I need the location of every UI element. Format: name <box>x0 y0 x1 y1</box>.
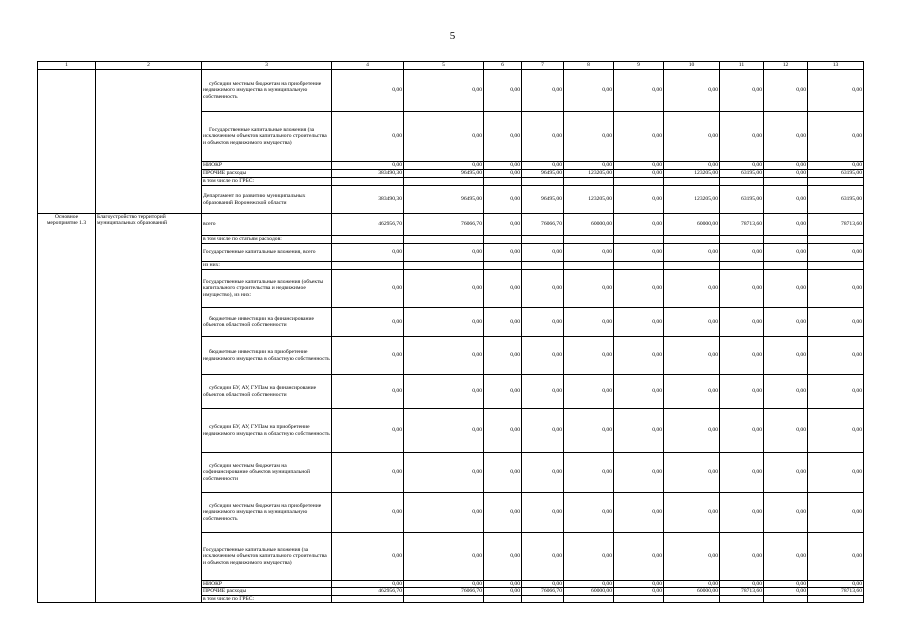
value-cell: 0,00 <box>332 308 404 337</box>
value-cell: 0,00 <box>808 533 864 581</box>
value-cell: 0,00 <box>564 533 614 581</box>
value-cell: 0,00 <box>664 581 720 588</box>
row-label: Департамент по развитию муниципальных образований Воронежской области <box>202 186 332 214</box>
value-cell: 0,00 <box>564 244 614 262</box>
value-cell <box>404 178 484 186</box>
value-cell: 0,00 <box>764 409 808 453</box>
value-cell: 0,00 <box>484 375 522 409</box>
value-cell: 0,00 <box>484 581 522 588</box>
value-cell: 0,00 <box>614 375 664 409</box>
value-cell: 0,00 <box>484 308 522 337</box>
value-cell: 0,00 <box>522 70 564 112</box>
value-cell: 78713,60 <box>720 214 764 236</box>
value-cell: 76066,70 <box>404 214 484 236</box>
value-cell <box>808 595 864 602</box>
value-cell: 123205,00 <box>564 170 614 178</box>
row-label: ПРОЧИЕ расходы <box>202 588 332 595</box>
value-cell: 0,00 <box>664 112 720 162</box>
value-cell: 0,00 <box>332 112 404 162</box>
row-label: в том числе по ГРБС: <box>202 178 332 186</box>
value-cell: 0,00 <box>404 308 484 337</box>
value-cell <box>404 236 484 244</box>
value-cell: 0,00 <box>720 581 764 588</box>
value-cell: 0,00 <box>808 70 864 112</box>
value-cell: 0,00 <box>614 533 664 581</box>
value-cell: 0,00 <box>614 409 664 453</box>
row-label: субсидии БУ, АУ, ГУПам на приобретение недвижимого имущества в областную собственность <box>202 409 332 453</box>
value-cell: 60000,00 <box>564 214 614 236</box>
page-number: 5 <box>449 30 456 42</box>
value-cell: 0,00 <box>404 112 484 162</box>
value-cell: 0,00 <box>614 453 664 493</box>
value-cell: 0,00 <box>332 162 404 170</box>
value-cell: 0,00 <box>664 533 720 581</box>
value-cell <box>522 595 564 602</box>
value-cell: 0,00 <box>664 70 720 112</box>
measure-cell-empty <box>38 70 96 214</box>
value-cell: 0,00 <box>614 588 664 595</box>
value-cell: 63195,00 <box>808 170 864 178</box>
value-cell: 0,00 <box>720 70 764 112</box>
value-cell <box>484 262 522 270</box>
value-cell <box>808 262 864 270</box>
value-cell: 0,00 <box>764 581 808 588</box>
value-cell: 0,00 <box>484 337 522 375</box>
value-cell: 0,00 <box>404 493 484 533</box>
value-cell: 0,00 <box>664 375 720 409</box>
row-label: субсидии местным бюджетам на приобретение недвижимого имущества в муниципальную собственность <box>202 493 332 533</box>
table-row <box>38 70 864 112</box>
value-cell: 0,00 <box>404 409 484 453</box>
value-cell: 0,00 <box>764 493 808 533</box>
value-cell: 0,00 <box>564 112 614 162</box>
value-cell: 63195,00 <box>808 186 864 214</box>
value-cell: 0,00 <box>664 493 720 533</box>
value-cell: 0,00 <box>808 112 864 162</box>
value-cell: 0,00 <box>764 162 808 170</box>
value-cell: 123205,00 <box>564 186 614 214</box>
value-cell: 0,00 <box>522 337 564 375</box>
value-cell: 0,00 <box>484 409 522 453</box>
value-cell: 0,00 <box>484 70 522 112</box>
value-cell: 0,00 <box>808 270 864 308</box>
value-cell: 0,00 <box>564 453 614 493</box>
value-cell <box>332 236 404 244</box>
value-cell <box>564 595 614 602</box>
value-cell: 0,00 <box>332 453 404 493</box>
value-cell: 0,00 <box>522 244 564 262</box>
value-cell: 0,00 <box>764 170 808 178</box>
value-cell: 0,00 <box>484 533 522 581</box>
column-header-row <box>38 62 864 70</box>
value-cell: 78713,60 <box>720 588 764 595</box>
value-cell: 96495,00 <box>404 186 484 214</box>
value-cell: 0,00 <box>764 70 808 112</box>
value-cell: 0,00 <box>720 337 764 375</box>
value-cell: 0,00 <box>484 170 522 178</box>
row-label: субсидии БУ, АУ, ГУПам на финансирование объектов областной собственности <box>202 375 332 409</box>
value-cell <box>720 178 764 186</box>
value-cell: 0,00 <box>404 270 484 308</box>
value-cell: 0,00 <box>564 493 614 533</box>
row-label: бюджетные инвестиции на финансирование объектов областной собственности <box>202 308 332 337</box>
value-cell: 0,00 <box>484 270 522 308</box>
column-header: 12 <box>764 62 808 70</box>
value-cell: 0,00 <box>564 409 614 453</box>
value-cell: 462956,70 <box>332 214 404 236</box>
row-label: субсидии местным бюджетам на софинансирование объектов муниципальной собственности <box>202 453 332 493</box>
value-cell <box>764 262 808 270</box>
value-cell: 0,00 <box>808 453 864 493</box>
column-header: 3 <box>202 62 332 70</box>
row-label: бюджетные инвестиции на приобретение недвижимого имущества в областную собственность <box>202 337 332 375</box>
value-cell: 123205,00 <box>664 186 720 214</box>
value-cell: 0,00 <box>664 409 720 453</box>
value-cell: 0,00 <box>614 308 664 337</box>
value-cell: 0,00 <box>764 533 808 581</box>
value-cell: 0,00 <box>720 493 764 533</box>
value-cell <box>484 178 522 186</box>
measure-name-cell-empty <box>96 70 202 214</box>
value-cell: 0,00 <box>614 70 664 112</box>
value-cell <box>664 595 720 602</box>
value-cell <box>404 262 484 270</box>
value-cell: 96495,00 <box>404 170 484 178</box>
value-cell: 0,00 <box>484 453 522 493</box>
value-cell: 0,00 <box>808 581 864 588</box>
value-cell <box>564 236 614 244</box>
value-cell: 0,00 <box>664 270 720 308</box>
value-cell: 0,00 <box>564 375 614 409</box>
row-label: в том числе по статьям расходов: <box>202 236 332 244</box>
value-cell <box>720 595 764 602</box>
value-cell <box>522 262 564 270</box>
value-cell: 0,00 <box>332 244 404 262</box>
column-header: 4 <box>332 62 404 70</box>
value-cell: 63195,00 <box>720 186 764 214</box>
table-body <box>38 62 864 603</box>
value-cell: 0,00 <box>404 70 484 112</box>
value-cell: 0,00 <box>614 214 664 236</box>
value-cell: 0,00 <box>484 214 522 236</box>
value-cell <box>614 178 664 186</box>
value-cell: 0,00 <box>332 70 404 112</box>
value-cell: 0,00 <box>564 308 614 337</box>
column-header: 9 <box>614 62 664 70</box>
value-cell: 0,00 <box>614 244 664 262</box>
value-cell: 76066,70 <box>522 588 564 595</box>
value-cell: 0,00 <box>522 581 564 588</box>
value-cell: 0,00 <box>404 337 484 375</box>
value-cell: 0,00 <box>332 533 404 581</box>
value-cell <box>484 595 522 602</box>
value-cell: 0,00 <box>808 244 864 262</box>
value-cell: 60000,00 <box>564 588 614 595</box>
value-cell: 0,00 <box>484 162 522 170</box>
measure-number: Основное мероприятие 1.3 <box>38 214 96 603</box>
column-header: 7 <box>522 62 564 70</box>
value-cell: 60000,00 <box>664 214 720 236</box>
row-label: Государственные капитальные вложения (за исключением объектов капитального строительства и объектов недвижимого имущества) <box>202 533 332 581</box>
value-cell: 0,00 <box>332 493 404 533</box>
value-cell: 0,00 <box>484 112 522 162</box>
value-cell: 0,00 <box>564 270 614 308</box>
value-cell <box>764 178 808 186</box>
value-cell: 0,00 <box>614 170 664 178</box>
value-cell: 0,00 <box>664 244 720 262</box>
column-header: 8 <box>564 62 614 70</box>
value-cell: 0,00 <box>614 162 664 170</box>
value-cell <box>720 262 764 270</box>
value-cell: 0,00 <box>764 186 808 214</box>
value-cell: 0,00 <box>614 112 664 162</box>
value-cell <box>484 236 522 244</box>
value-cell: 0,00 <box>522 375 564 409</box>
row-label: Государственные капитальные вложения, всего <box>202 244 332 262</box>
value-cell: 0,00 <box>332 581 404 588</box>
value-cell: 0,00 <box>664 453 720 493</box>
value-cell <box>614 262 664 270</box>
value-cell: 0,00 <box>404 375 484 409</box>
value-cell: 0,00 <box>764 308 808 337</box>
value-cell: 0,00 <box>808 308 864 337</box>
value-cell: 78713,60 <box>808 588 864 595</box>
column-header: 10 <box>664 62 720 70</box>
value-cell: 0,00 <box>764 244 808 262</box>
value-cell: 0,00 <box>808 337 864 375</box>
row-label: ПРОЧИЕ расходы <box>202 170 332 178</box>
value-cell <box>764 236 808 244</box>
row-label: НИОКР <box>202 581 332 588</box>
value-cell: 0,00 <box>404 244 484 262</box>
value-cell: 60000,00 <box>664 588 720 595</box>
value-cell <box>564 178 614 186</box>
value-cell: 383490,30 <box>332 186 404 214</box>
value-cell: 0,00 <box>764 337 808 375</box>
row-label: Государственные капитальные вложения (за исключением объектов капитального строительства и объектов недвижимого имущества) <box>202 112 332 162</box>
value-cell: 462956,70 <box>332 588 404 595</box>
value-cell: 0,00 <box>404 162 484 170</box>
value-cell: 0,00 <box>522 270 564 308</box>
value-cell: 0,00 <box>404 453 484 493</box>
row-label: из них: <box>202 262 332 270</box>
value-cell: 0,00 <box>764 112 808 162</box>
value-cell: 0,00 <box>564 581 614 588</box>
value-cell <box>404 595 484 602</box>
value-cell: 0,00 <box>332 375 404 409</box>
value-cell: 0,00 <box>720 270 764 308</box>
value-cell <box>614 236 664 244</box>
value-cell: 0,00 <box>808 162 864 170</box>
budget-table <box>37 61 864 603</box>
value-cell <box>522 236 564 244</box>
value-cell: 0,00 <box>664 162 720 170</box>
value-cell: 0,00 <box>332 337 404 375</box>
value-cell <box>720 236 764 244</box>
row-label: НИОКР <box>202 162 332 170</box>
column-header: 1 <box>38 62 96 70</box>
value-cell: 0,00 <box>764 214 808 236</box>
row-label: Государственные капитальные вложения (объекты капитального строительства и недвижимое имущество), из них: <box>202 270 332 308</box>
value-cell: 96495,00 <box>522 186 564 214</box>
value-cell <box>664 178 720 186</box>
value-cell <box>564 262 614 270</box>
value-cell: 0,00 <box>720 162 764 170</box>
measure-name: Благоустройство территорий муниципальных образований <box>96 214 202 603</box>
value-cell: 0,00 <box>720 308 764 337</box>
column-header: 11 <box>720 62 764 70</box>
value-cell: 0,00 <box>720 244 764 262</box>
value-cell: 0,00 <box>332 270 404 308</box>
column-header: 5 <box>404 62 484 70</box>
value-cell: 0,00 <box>614 493 664 533</box>
value-cell: 123205,00 <box>664 170 720 178</box>
value-cell: 0,00 <box>764 375 808 409</box>
value-cell: 0,00 <box>808 375 864 409</box>
value-cell: 0,00 <box>484 493 522 533</box>
value-cell: 0,00 <box>720 112 764 162</box>
value-cell: 0,00 <box>720 409 764 453</box>
value-cell: 0,00 <box>522 493 564 533</box>
value-cell: 0,00 <box>484 186 522 214</box>
value-cell <box>664 262 720 270</box>
value-cell: 0,00 <box>484 588 522 595</box>
value-cell: 76066,70 <box>404 588 484 595</box>
value-cell: 76066,70 <box>522 214 564 236</box>
value-cell: 63195,00 <box>720 170 764 178</box>
value-cell <box>808 178 864 186</box>
value-cell <box>664 236 720 244</box>
value-cell: 0,00 <box>764 453 808 493</box>
value-cell: 0,00 <box>564 70 614 112</box>
value-cell: 0,00 <box>720 375 764 409</box>
value-cell: 0,00 <box>614 186 664 214</box>
value-cell: 0,00 <box>764 270 808 308</box>
value-cell: 0,00 <box>614 270 664 308</box>
value-cell: 0,00 <box>522 162 564 170</box>
column-header: 2 <box>96 62 202 70</box>
table-row <box>38 214 864 236</box>
row-label: субсидии местным бюджетам на приобретение недвижимого имущества в муниципальную собственность <box>202 70 332 112</box>
value-cell <box>614 595 664 602</box>
row-label: в том числе по ГРБС: <box>202 595 332 602</box>
value-cell: 0,00 <box>404 581 484 588</box>
value-cell: 0,00 <box>720 453 764 493</box>
row-label: всего <box>202 214 332 236</box>
column-header: 13 <box>808 62 864 70</box>
value-cell: 0,00 <box>664 308 720 337</box>
value-cell <box>332 178 404 186</box>
value-cell: 0,00 <box>522 453 564 493</box>
value-cell: 0,00 <box>808 493 864 533</box>
value-cell: 0,00 <box>564 337 614 375</box>
value-cell: 0,00 <box>522 533 564 581</box>
value-cell: 96495,00 <box>522 170 564 178</box>
column-header: 6 <box>484 62 522 70</box>
value-cell: 0,00 <box>720 533 764 581</box>
value-cell: 0,00 <box>614 337 664 375</box>
value-cell: 0,00 <box>484 244 522 262</box>
value-cell <box>522 178 564 186</box>
value-cell <box>808 236 864 244</box>
value-cell: 0,00 <box>404 533 484 581</box>
value-cell: 0,00 <box>522 308 564 337</box>
value-cell: 0,00 <box>664 337 720 375</box>
value-cell: 383490,30 <box>332 170 404 178</box>
value-cell: 78713,60 <box>808 214 864 236</box>
value-cell: 0,00 <box>764 588 808 595</box>
value-cell: 0,00 <box>522 112 564 162</box>
value-cell <box>332 262 404 270</box>
value-cell <box>764 595 808 602</box>
value-cell: 0,00 <box>332 409 404 453</box>
value-cell: 0,00 <box>564 162 614 170</box>
value-cell <box>332 595 404 602</box>
value-cell: 0,00 <box>614 581 664 588</box>
value-cell: 0,00 <box>808 409 864 453</box>
value-cell: 0,00 <box>522 409 564 453</box>
